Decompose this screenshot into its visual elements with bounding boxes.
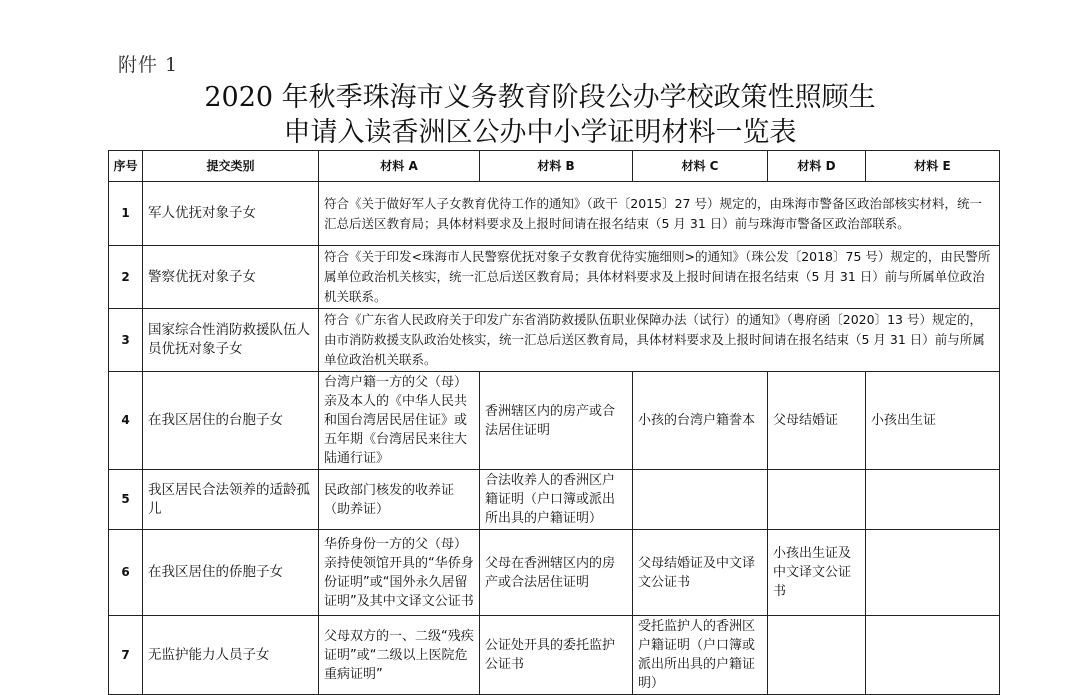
material-e-cell: [866, 470, 1000, 530]
row-number: 2: [109, 246, 143, 309]
row-category: 无监护能力人员子女: [143, 616, 319, 695]
row-category: 国家综合性消防救援队伍人员优抚对象子女: [143, 309, 319, 372]
material-d-cell: [768, 616, 866, 695]
material-b-cell: 合法收养人的香洲区户籍证明（户口簿或派出所出具的户籍证明）: [480, 470, 633, 530]
document-title-line-1: 2020 年秋季珠海市义务教育阶段公办学校政策性照顾生: [204, 82, 876, 113]
attachment-label: 附件 1: [118, 54, 179, 76]
material-b-cell: 香洲辖区内的房产或合法居住证明: [480, 372, 633, 470]
material-a-cell: 华侨身份一方的父（母）亲持使领馆开具的“华侨身份证明”或“国外永久居留证明”及其中文译文公证书: [319, 530, 480, 616]
material-c-cell: 小孩的台湾户籍誊本: [633, 372, 768, 470]
material-e-cell: [866, 530, 1000, 616]
row-number: 3: [109, 309, 143, 372]
material-e-cell: 小孩出生证: [866, 372, 1000, 470]
row-number: 1: [109, 182, 143, 246]
table-row: [109, 246, 1000, 309]
row-number: 4: [109, 372, 143, 470]
column-header-material-a: 材料 A: [319, 151, 480, 182]
row-merged-materials: 符合《关于印发<珠海市人民警察优抚对象子女教育优待实施细则>的通知》（珠公发〔2018〕75 号）规定的，由民警所属单位政治机关核实，统一汇总后送区教育局；具体材料要求及上报时间请在报名结束（5 月 31 日）前与所属单位政治机关联系。: [319, 246, 1000, 309]
material-a-cell: 民政部门核发的收养证（助养证）: [319, 470, 480, 530]
column-header-category: 提交类别: [143, 151, 319, 182]
document-title-line-2: 申请入读香洲区公办中小学证明材料一览表: [283, 117, 797, 148]
table-row: [109, 372, 1000, 470]
row-category: 警察优抚对象子女: [143, 246, 319, 309]
row-category: 在我区居住的侨胞子女: [143, 530, 319, 616]
row-category: 在我区居住的台胞子女: [143, 372, 319, 470]
column-header-material-b: 材料 B: [480, 151, 633, 182]
table-row: [109, 616, 1000, 695]
materials-table: [108, 150, 1000, 695]
row-merged-materials: 符合《关于做好军人子女教育优待工作的通知》（政干〔2015〕27 号）规定的，由珠海市警备区政治部核实材料，统一汇总后送区教育局；具体材料要求及上报时间请在报名结束（5 月 31 日）前与珠海市警备区政治部联系。: [319, 182, 1000, 246]
material-a-cell: 父母双方的一、二级“残疾证明”或“二级以上医院危重病证明”: [319, 616, 480, 695]
row-category: 我区居民合法领养的适龄孤儿: [143, 470, 319, 530]
column-header-material-e: 材料 E: [866, 151, 1000, 182]
column-header-material-d: 材料 D: [768, 151, 866, 182]
row-merged-materials: 符合《广东省人民政府关于印发广东省消防救援队伍职业保障办法（试行）的通知》（粤府函〔2020〕13 号）规定的，由市消防救援支队政治处核实，统一汇总后送区教育局，具体材料要求及上报时间请在报名结束（5 月 31 日）前与所属单位政治机关联系。: [319, 309, 1000, 372]
column-header-material-c: 材料 C: [633, 151, 768, 182]
table-row: [109, 309, 1000, 372]
material-c-cell: 受托监护人的香洲区户籍证明（户口簿或派出所出具的户籍证明）: [633, 616, 768, 695]
material-c-cell: [633, 470, 768, 530]
material-c-cell: 父母结婚证及中文译文公证书: [633, 530, 768, 616]
row-category: 军人优抚对象子女: [143, 182, 319, 246]
table-row: [109, 470, 1000, 530]
material-a-cell: 台湾户籍一方的父（母）亲及本人的《中华人民共和国台湾居民居住证》或五年期《台湾居民来往大陆通行证》: [319, 372, 480, 470]
row-number: 7: [109, 616, 143, 695]
material-b-cell: 父母在香洲辖区内的房产或合法居住证明: [480, 530, 633, 616]
material-b-cell: 公证处开具的委托监护公证书: [480, 616, 633, 695]
table-header-row: [109, 151, 1000, 182]
column-header-seq: 序号: [109, 151, 143, 182]
table-row: [109, 530, 1000, 616]
row-number: 5: [109, 470, 143, 530]
row-number: 6: [109, 530, 143, 616]
material-d-cell: [768, 470, 866, 530]
material-d-cell: 小孩出生证及中文译文公证书: [768, 530, 866, 616]
material-d-cell: 父母结婚证: [768, 372, 866, 470]
table-row: [109, 182, 1000, 246]
material-e-cell: [866, 616, 1000, 695]
